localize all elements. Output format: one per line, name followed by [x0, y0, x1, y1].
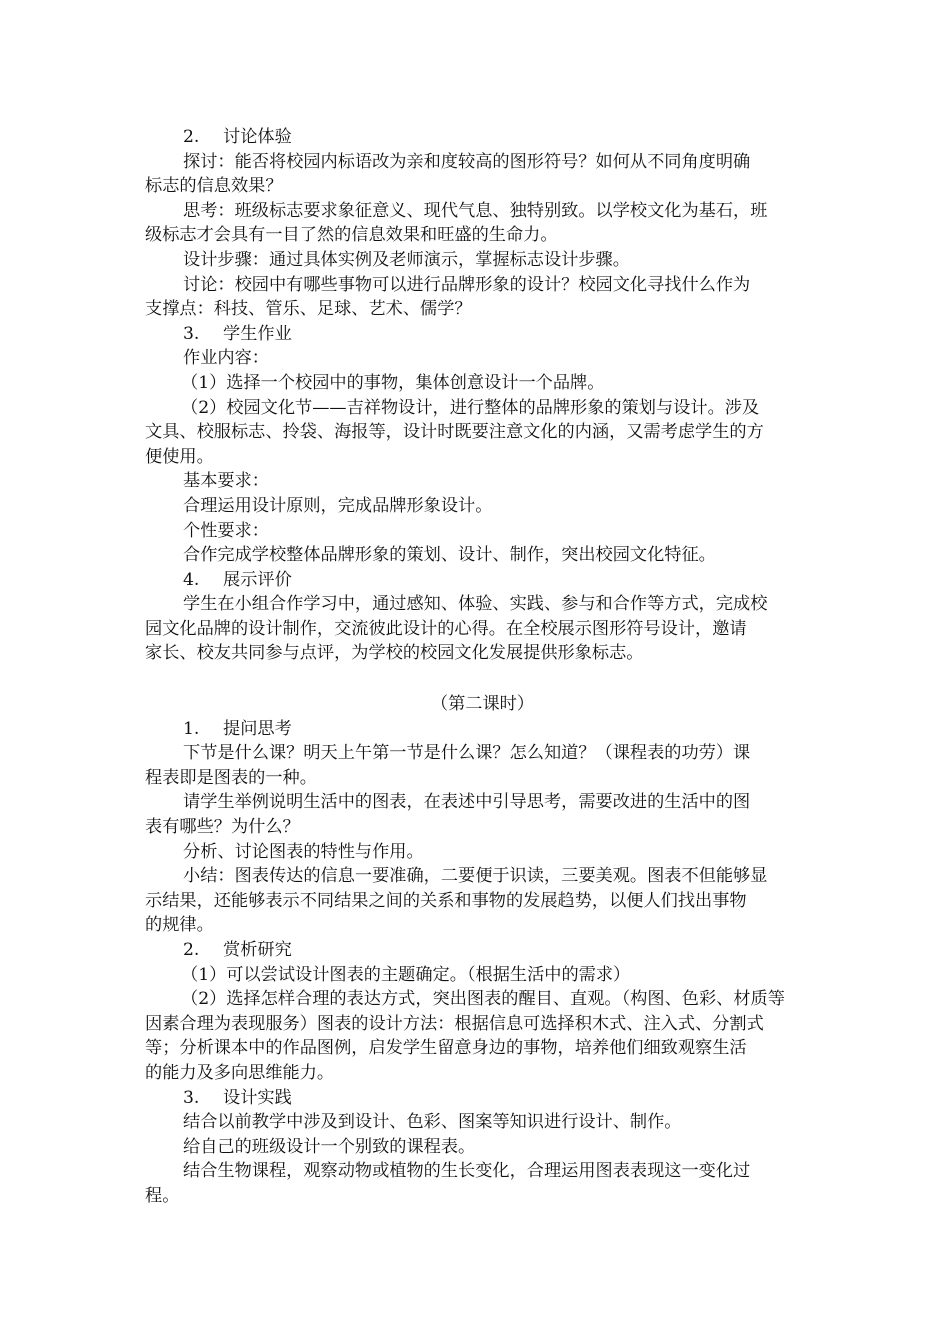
section-number: 1.	[183, 718, 200, 739]
lesson-heading: （第二课时）	[430, 694, 535, 715]
section-number: 4.	[183, 569, 200, 590]
list-item: （2）校园文化节——吉祥物设计，进行整体的品牌形象的策划与设计。涉及	[181, 397, 760, 418]
paragraph-line: 的能力及多向思维能力。	[145, 1062, 335, 1083]
paragraph-line: 因素合理为表现服务）图表的设计方法：根据信息可选择积木式、注入式、分割式	[145, 1013, 764, 1034]
section-heading	[145, 322, 810, 347]
section-heading	[145, 125, 810, 150]
paragraph-line: 程。	[145, 1185, 180, 1206]
paragraph-line: 等；分析课本中的作品图例，启发学生留意身边的事物，培养他们细致观察生活	[145, 1038, 747, 1059]
document-page	[145, 125, 810, 1209]
paragraph-line: 学生在小组合作学习中，通过感知、体验、实践、参与和合作等方式，完成校	[183, 594, 768, 615]
section-title: 讨论体验	[223, 127, 292, 147]
paragraph-line: 给自己的班级设计一个别致的课程表。	[183, 1136, 476, 1157]
section-heading	[145, 568, 810, 593]
section-title: 赏析研究	[223, 940, 292, 960]
paragraph-line: 探讨：能否将校园内标语改为亲和度较高的图形符号？如何从不同角度明确	[183, 151, 751, 172]
section-number: 3.	[183, 1087, 200, 1108]
paragraph-line: 便使用。	[145, 446, 214, 467]
paragraph-line: 示结果，还能够表示不同结果之间的关系和事物的发展趋势，以便人们找出事物	[145, 890, 747, 911]
section-heading	[145, 717, 810, 742]
section-number: 2.	[183, 940, 200, 960]
paragraph-line: 家长、校友共同参与点评，为学校的校园文化发展提供形象标志。	[145, 643, 644, 664]
paragraph-line: 文具、校服标志、拎袋、海报等，设计时既要注意文化的内涵，又需考虑学生的方	[145, 422, 764, 443]
paragraph-line: 小结：图表传达的信息一要准确，二要便于识读，三要美观。图表不但能够显	[183, 866, 768, 887]
list-item: （1）可以尝试设计图表的主题确定。（根据生活中的需求）	[181, 964, 631, 985]
paragraph-line: 支撑点：科技、管乐、足球、艺术、儒学？	[145, 299, 472, 320]
paragraph-line: 级标志才会具有一目了然的信息效果和旺盛的生命力。	[145, 225, 558, 246]
section-heading	[145, 1086, 810, 1111]
paragraph-line: 的规律。	[145, 915, 214, 936]
paragraph-line: 请学生举例说明生活中的图表，在表述中引导思考，需要改进的生活中的图	[183, 792, 751, 813]
paragraph-line: 结合生物课程，观察动物或植物的生长变化，合理运用图表表现这一变化过	[183, 1161, 751, 1182]
paragraph-line: 合理运用设计原则，完成品牌形象设计。	[183, 495, 493, 516]
section-title: 学生作业	[223, 323, 292, 344]
paragraph-line: 基本要求：	[183, 471, 269, 492]
section-title: 展示评价	[223, 569, 292, 590]
section-title: 提问思考	[223, 718, 292, 739]
paragraph-line: 讨论：校园中有哪些事物可以进行品牌形象的设计？校园文化寻找什么作为	[183, 274, 751, 295]
section-number: 3.	[183, 323, 200, 344]
paragraph-line: 结合以前教学中涉及到设计、色彩、图案等知识进行设计、制作。	[183, 1112, 682, 1133]
list-item: （2）选择怎样合理的表达方式，突出图表的醒目、直观。（构图、色彩、材质等	[181, 989, 785, 1010]
paragraph-line: 程表即是图表的一种。	[145, 767, 317, 788]
paragraph-line: 下节是什么课？明天上午第一节是什么课？怎么知道？（课程表的功劳）课	[183, 743, 751, 764]
paragraph-line: 合作完成学校整体品牌形象的策划、设计、制作，突出校园文化特征。	[183, 545, 716, 566]
paragraph-line: 思考：班级标志要求象征意义、现代气息、独特别致。以学校文化为基石，班	[183, 200, 768, 221]
list-item: （1）选择一个校园中的事物，集体创意设计一个品牌。	[181, 372, 605, 393]
section-heading	[145, 938, 810, 963]
paragraph-line: 表有哪些？为什么？	[145, 817, 300, 838]
paragraph-line: 作业内容：	[183, 348, 269, 369]
paragraph-line: 标志的信息效果？	[145, 176, 283, 197]
paragraph-line: 个性要求：	[183, 520, 269, 541]
blank-line	[145, 666, 810, 692]
paragraph-line: 园文化品牌的设计制作，交流彼此设计的心得。在全校展示图形符号设计，邀请	[145, 618, 747, 639]
section-title: 设计实践	[223, 1087, 292, 1108]
section-number: 2.	[183, 127, 200, 147]
paragraph-line: 设计步骤：通过具体实例及老师演示，掌握标志设计步骤。	[183, 249, 630, 270]
paragraph-line: 分析、讨论图表的特性与作用。	[183, 841, 424, 862]
